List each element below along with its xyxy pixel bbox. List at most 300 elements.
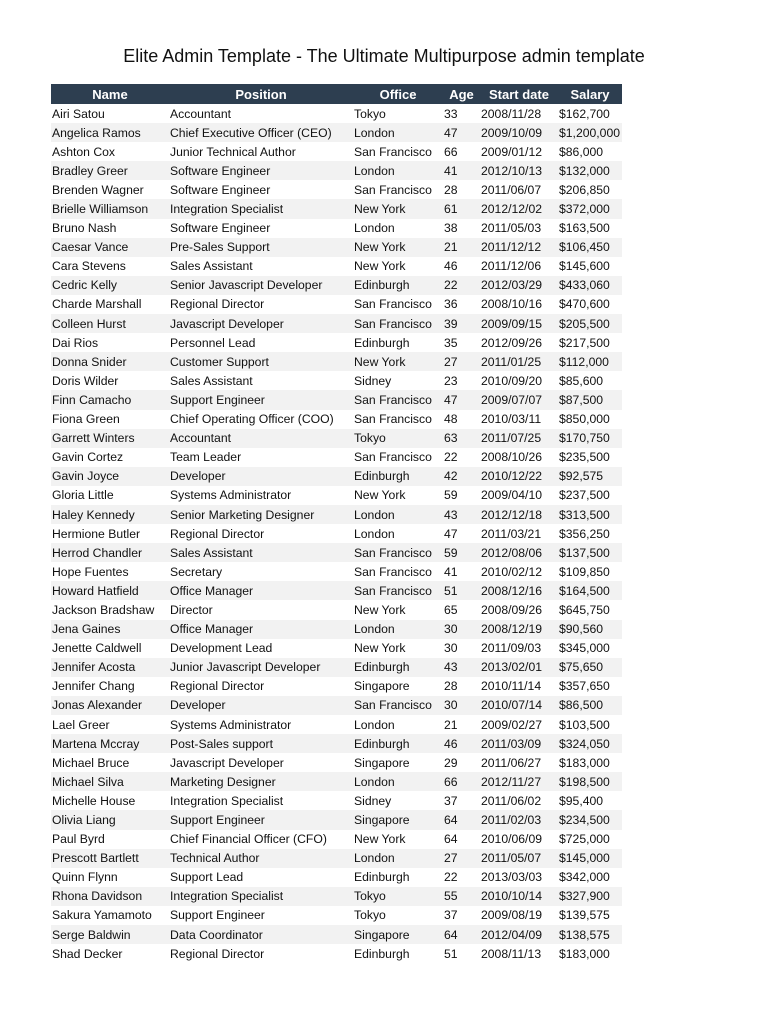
cell-office: San Francisco (353, 295, 443, 314)
cell-name: Hope Fuentes (51, 562, 169, 581)
cell-start-date: 2012/03/29 (480, 276, 558, 295)
cell-name: Doris Wilder (51, 371, 169, 390)
cell-age: 35 (443, 333, 480, 352)
table-row (51, 524, 622, 543)
cell-age: 66 (443, 772, 480, 791)
table-row (51, 562, 622, 581)
cell-salary: $95,400 (558, 791, 622, 810)
cell-salary: $137,500 (558, 543, 622, 562)
header-office: Office (353, 84, 443, 104)
cell-age: 59 (443, 486, 480, 505)
cell-position: Junior Technical Author (169, 142, 353, 161)
table-row (51, 734, 622, 753)
cell-age: 30 (443, 620, 480, 639)
cell-salary: $139,575 (558, 906, 622, 925)
cell-office: New York (353, 486, 443, 505)
cell-age: 61 (443, 199, 480, 218)
cell-office: London (353, 715, 443, 734)
cell-office: London (353, 524, 443, 543)
table-row (51, 677, 622, 696)
table-row (51, 600, 622, 619)
cell-name: Caesar Vance (51, 238, 169, 257)
cell-start-date: 2009/01/12 (480, 142, 558, 161)
cell-office: Edinburgh (353, 658, 443, 677)
cell-office: London (353, 849, 443, 868)
cell-office: Edinburgh (353, 944, 443, 963)
cell-salary: $645,750 (558, 600, 622, 619)
cell-age: 47 (443, 524, 480, 543)
cell-office: Singapore (353, 753, 443, 772)
cell-start-date: 2012/11/27 (480, 772, 558, 791)
cell-age: 23 (443, 371, 480, 390)
cell-name: Garrett Winters (51, 429, 169, 448)
cell-position: Customer Support (169, 352, 353, 371)
cell-salary: $470,600 (558, 295, 622, 314)
cell-salary: $205,500 (558, 314, 622, 333)
table-row (51, 142, 622, 161)
cell-start-date: 2011/12/12 (480, 238, 558, 257)
cell-age: 39 (443, 314, 480, 333)
cell-name: Bradley Greer (51, 161, 169, 180)
cell-salary: $345,000 (558, 639, 622, 658)
table-row (51, 276, 622, 295)
cell-position: Integration Specialist (169, 887, 353, 906)
cell-start-date: 2013/03/03 (480, 868, 558, 887)
cell-age: 41 (443, 562, 480, 581)
table-row (51, 906, 622, 925)
cell-office: Sidney (353, 371, 443, 390)
cell-age: 30 (443, 639, 480, 658)
cell-start-date: 2009/09/15 (480, 314, 558, 333)
cell-age: 59 (443, 543, 480, 562)
cell-office: London (353, 161, 443, 180)
cell-position: Sales Assistant (169, 543, 353, 562)
cell-office: Edinburgh (353, 276, 443, 295)
cell-start-date: 2010/10/14 (480, 887, 558, 906)
cell-name: Finn Camacho (51, 390, 169, 409)
cell-office: New York (353, 600, 443, 619)
cell-office: Sidney (353, 791, 443, 810)
cell-age: 36 (443, 295, 480, 314)
cell-office: San Francisco (353, 562, 443, 581)
cell-name: Brielle Williamson (51, 199, 169, 218)
cell-age: 51 (443, 944, 480, 963)
cell-name: Rhona Davidson (51, 887, 169, 906)
cell-name: Hermione Butler (51, 524, 169, 543)
cell-salary: $234,500 (558, 810, 622, 829)
cell-position: Personnel Lead (169, 333, 353, 352)
cell-name: Martena Mccray (51, 734, 169, 753)
table-row (51, 868, 622, 887)
cell-office: Edinburgh (353, 467, 443, 486)
cell-start-date: 2011/09/03 (480, 639, 558, 658)
cell-age: 21 (443, 715, 480, 734)
cell-office: Singapore (353, 677, 443, 696)
cell-name: Airi Satou (51, 104, 169, 123)
cell-name: Ashton Cox (51, 142, 169, 161)
table-row (51, 772, 622, 791)
cell-office: Edinburgh (353, 734, 443, 753)
cell-salary: $163,500 (558, 219, 622, 238)
cell-name: Jenette Caldwell (51, 639, 169, 658)
cell-position: Senior Javascript Developer (169, 276, 353, 295)
cell-start-date: 2009/02/27 (480, 715, 558, 734)
cell-age: 63 (443, 429, 480, 448)
cell-office: New York (353, 830, 443, 849)
cell-start-date: 2009/07/07 (480, 390, 558, 409)
cell-position: Marketing Designer (169, 772, 353, 791)
page-title: Elite Admin Template - The Ultimate Multipurpose admin template (123, 46, 645, 66)
cell-position: Javascript Developer (169, 314, 353, 333)
table-row (51, 295, 622, 314)
cell-start-date: 2008/11/13 (480, 944, 558, 963)
cell-salary: $237,500 (558, 486, 622, 505)
cell-name: Cara Stevens (51, 257, 169, 276)
table-row (51, 390, 622, 409)
table-row (51, 696, 622, 715)
cell-office: San Francisco (353, 390, 443, 409)
cell-salary: $313,500 (558, 505, 622, 524)
cell-salary: $86,000 (558, 142, 622, 161)
cell-start-date: 2012/12/02 (480, 199, 558, 218)
cell-age: 42 (443, 467, 480, 486)
cell-salary: $109,850 (558, 562, 622, 581)
cell-position: Development Lead (169, 639, 353, 658)
cell-age: 43 (443, 658, 480, 677)
cell-position: Systems Administrator (169, 486, 353, 505)
cell-start-date: 2011/03/21 (480, 524, 558, 543)
cell-name: Jena Gaines (51, 620, 169, 639)
cell-position: Data Coordinator (169, 925, 353, 944)
cell-start-date: 2008/12/19 (480, 620, 558, 639)
cell-age: 37 (443, 906, 480, 925)
cell-salary: $132,000 (558, 161, 622, 180)
cell-name: Jennifer Chang (51, 677, 169, 696)
cell-age: 51 (443, 581, 480, 600)
cell-salary: $103,500 (558, 715, 622, 734)
cell-name: Howard Hatfield (51, 581, 169, 600)
cell-start-date: 2011/06/07 (480, 180, 558, 199)
cell-age: 22 (443, 276, 480, 295)
table-row (51, 219, 622, 238)
cell-position: Support Engineer (169, 906, 353, 925)
cell-age: 27 (443, 352, 480, 371)
cell-name: Bruno Nash (51, 219, 169, 238)
cell-office: Edinburgh (353, 333, 443, 352)
table-row (51, 199, 622, 218)
cell-position: Pre-Sales Support (169, 238, 353, 257)
cell-office: San Francisco (353, 410, 443, 429)
table-row (51, 467, 622, 486)
cell-office: New York (353, 639, 443, 658)
cell-age: 37 (443, 791, 480, 810)
cell-position: Systems Administrator (169, 715, 353, 734)
cell-age: 64 (443, 830, 480, 849)
cell-start-date: 2010/11/14 (480, 677, 558, 696)
cell-salary: $92,575 (558, 467, 622, 486)
cell-name: Olivia Liang (51, 810, 169, 829)
cell-position: Junior Javascript Developer (169, 658, 353, 677)
cell-position: Chief Financial Officer (CFO) (169, 830, 353, 849)
table-row (51, 505, 622, 524)
cell-position: Technical Author (169, 849, 353, 868)
cell-start-date: 2011/12/06 (480, 257, 558, 276)
cell-start-date: 2012/08/06 (480, 543, 558, 562)
cell-position: Regional Director (169, 677, 353, 696)
cell-position: Support Engineer (169, 390, 353, 409)
table-row (51, 257, 622, 276)
cell-office: New York (353, 352, 443, 371)
cell-age: 21 (443, 238, 480, 257)
cell-office: Tokyo (353, 429, 443, 448)
cell-salary: $356,250 (558, 524, 622, 543)
cell-salary: $112,000 (558, 352, 622, 371)
cell-start-date: 2011/06/27 (480, 753, 558, 772)
cell-salary: $372,000 (558, 199, 622, 218)
table-row (51, 333, 622, 352)
cell-age: 30 (443, 696, 480, 715)
cell-office: New York (353, 257, 443, 276)
cell-name: Prescott Bartlett (51, 849, 169, 868)
cell-start-date: 2011/02/03 (480, 810, 558, 829)
table-row (51, 429, 622, 448)
cell-office: San Francisco (353, 180, 443, 199)
table-row (51, 410, 622, 429)
cell-start-date: 2012/09/26 (480, 333, 558, 352)
cell-name: Angelica Ramos (51, 123, 169, 142)
table-body (51, 104, 622, 963)
cell-position: Regional Director (169, 944, 353, 963)
cell-name: Quinn Flynn (51, 868, 169, 887)
cell-salary: $324,050 (558, 734, 622, 753)
cell-salary: $145,000 (558, 849, 622, 868)
cell-salary: $87,500 (558, 390, 622, 409)
cell-name: Charde Marshall (51, 295, 169, 314)
cell-age: 46 (443, 734, 480, 753)
cell-age: 55 (443, 887, 480, 906)
cell-name: Serge Baldwin (51, 925, 169, 944)
table-row (51, 486, 622, 505)
cell-start-date: 2009/04/10 (480, 486, 558, 505)
cell-position: Team Leader (169, 448, 353, 467)
cell-name: Shad Decker (51, 944, 169, 963)
cell-position: Javascript Developer (169, 753, 353, 772)
cell-office: London (353, 620, 443, 639)
cell-age: 22 (443, 448, 480, 467)
cell-age: 48 (443, 410, 480, 429)
table-row (51, 849, 622, 868)
cell-start-date: 2010/12/22 (480, 467, 558, 486)
cell-office: Tokyo (353, 104, 443, 123)
table-row (51, 448, 622, 467)
table-row (51, 123, 622, 142)
cell-name: Gloria Little (51, 486, 169, 505)
cell-office: San Francisco (353, 543, 443, 562)
cell-position: Sales Assistant (169, 257, 353, 276)
cell-position: Chief Executive Officer (CEO) (169, 123, 353, 142)
cell-name: Jackson Bradshaw (51, 600, 169, 619)
cell-name: Dai Rios (51, 333, 169, 352)
cell-salary: $327,900 (558, 887, 622, 906)
cell-start-date: 2008/10/16 (480, 295, 558, 314)
cell-start-date: 2009/10/09 (480, 123, 558, 142)
cell-salary: $235,500 (558, 448, 622, 467)
cell-salary: $198,500 (558, 772, 622, 791)
table-row (51, 238, 622, 257)
cell-name: Jennifer Acosta (51, 658, 169, 677)
table-row (51, 543, 622, 562)
table-row (51, 810, 622, 829)
cell-salary: $1,200,000 (558, 123, 622, 142)
cell-start-date: 2010/02/12 (480, 562, 558, 581)
cell-age: 65 (443, 600, 480, 619)
cell-office: San Francisco (353, 142, 443, 161)
cell-position: Support Lead (169, 868, 353, 887)
table-row (51, 887, 622, 906)
cell-age: 22 (443, 868, 480, 887)
cell-name: Haley Kennedy (51, 505, 169, 524)
header-salary: Salary (558, 84, 622, 104)
cell-name: Michelle House (51, 791, 169, 810)
cell-name: Colleen Hurst (51, 314, 169, 333)
cell-start-date: 2008/12/16 (480, 581, 558, 600)
cell-name: Gavin Cortez (51, 448, 169, 467)
cell-salary: $162,700 (558, 104, 622, 123)
cell-position: Accountant (169, 429, 353, 448)
cell-office: Tokyo (353, 906, 443, 925)
table-row (51, 830, 622, 849)
table-row (51, 620, 622, 639)
cell-salary: $145,600 (558, 257, 622, 276)
cell-start-date: 2010/06/09 (480, 830, 558, 849)
cell-name: Michael Bruce (51, 753, 169, 772)
cell-office: London (353, 505, 443, 524)
cell-salary: $357,650 (558, 677, 622, 696)
cell-start-date: 2012/12/18 (480, 505, 558, 524)
cell-salary: $342,000 (558, 868, 622, 887)
cell-position: Sales Assistant (169, 371, 353, 390)
cell-position: Software Engineer (169, 161, 353, 180)
cell-name: Sakura Yamamoto (51, 906, 169, 925)
cell-position: Post-Sales support (169, 734, 353, 753)
cell-start-date: 2008/11/28 (480, 104, 558, 123)
header-position: Position (169, 84, 353, 104)
cell-age: 47 (443, 123, 480, 142)
table-row (51, 639, 622, 658)
cell-salary: $86,500 (558, 696, 622, 715)
cell-age: 38 (443, 219, 480, 238)
table-header (51, 84, 622, 104)
cell-start-date: 2010/03/11 (480, 410, 558, 429)
cell-office: Singapore (353, 925, 443, 944)
cell-name: Fiona Green (51, 410, 169, 429)
cell-office: San Francisco (353, 581, 443, 600)
table-row (51, 352, 622, 371)
cell-start-date: 2012/04/09 (480, 925, 558, 944)
table-row (51, 791, 622, 810)
cell-age: 29 (443, 753, 480, 772)
cell-position: Office Manager (169, 620, 353, 639)
cell-position: Software Engineer (169, 219, 353, 238)
cell-name: Lael Greer (51, 715, 169, 734)
cell-start-date: 2011/07/25 (480, 429, 558, 448)
cell-start-date: 2011/03/09 (480, 734, 558, 753)
cell-salary: $183,000 (558, 944, 622, 963)
cell-start-date: 2012/10/13 (480, 161, 558, 180)
cell-office: Singapore (353, 810, 443, 829)
cell-name: Gavin Joyce (51, 467, 169, 486)
cell-position: Accountant (169, 104, 353, 123)
cell-age: 47 (443, 390, 480, 409)
cell-start-date: 2010/07/14 (480, 696, 558, 715)
cell-start-date: 2008/10/26 (480, 448, 558, 467)
table-row (51, 715, 622, 734)
cell-start-date: 2013/02/01 (480, 658, 558, 677)
cell-office: San Francisco (353, 314, 443, 333)
header-name: Name (51, 84, 169, 104)
cell-start-date: 2011/05/03 (480, 219, 558, 238)
cell-age: 27 (443, 849, 480, 868)
cell-age: 41 (443, 161, 480, 180)
cell-start-date: 2011/01/25 (480, 352, 558, 371)
cell-start-date: 2010/09/20 (480, 371, 558, 390)
cell-salary: $85,600 (558, 371, 622, 390)
cell-salary: $725,000 (558, 830, 622, 849)
cell-office: Tokyo (353, 887, 443, 906)
cell-position: Director (169, 600, 353, 619)
cell-salary: $217,500 (558, 333, 622, 352)
cell-position: Regional Director (169, 295, 353, 314)
cell-salary: $90,560 (558, 620, 622, 639)
cell-position: Integration Specialist (169, 199, 353, 218)
cell-age: 66 (443, 142, 480, 161)
cell-salary: $138,575 (558, 925, 622, 944)
cell-age: 28 (443, 180, 480, 199)
cell-office: New York (353, 238, 443, 257)
cell-age: 64 (443, 810, 480, 829)
table-row (51, 581, 622, 600)
cell-salary: $106,450 (558, 238, 622, 257)
cell-position: Secretary (169, 562, 353, 581)
table-row (51, 104, 622, 123)
cell-salary: $850,000 (558, 410, 622, 429)
table-row (51, 161, 622, 180)
cell-salary: $206,850 (558, 180, 622, 199)
cell-office: London (353, 123, 443, 142)
cell-position: Office Manager (169, 581, 353, 600)
cell-name: Paul Byrd (51, 830, 169, 849)
cell-position: Chief Operating Officer (COO) (169, 410, 353, 429)
cell-position: Integration Specialist (169, 791, 353, 810)
cell-start-date: 2011/05/07 (480, 849, 558, 868)
cell-position: Support Engineer (169, 810, 353, 829)
cell-salary: $164,500 (558, 581, 622, 600)
cell-position: Software Engineer (169, 180, 353, 199)
cell-office: London (353, 772, 443, 791)
header-start-date: Start date (480, 84, 558, 104)
cell-name: Jonas Alexander (51, 696, 169, 715)
cell-salary: $170,750 (558, 429, 622, 448)
cell-office: San Francisco (353, 696, 443, 715)
cell-start-date: 2008/09/26 (480, 600, 558, 619)
cell-age: 43 (443, 505, 480, 524)
cell-position: Senior Marketing Designer (169, 505, 353, 524)
cell-name: Cedric Kelly (51, 276, 169, 295)
table-row (51, 944, 622, 963)
cell-start-date: 2011/06/02 (480, 791, 558, 810)
table-row (51, 753, 622, 772)
cell-position: Regional Director (169, 524, 353, 543)
